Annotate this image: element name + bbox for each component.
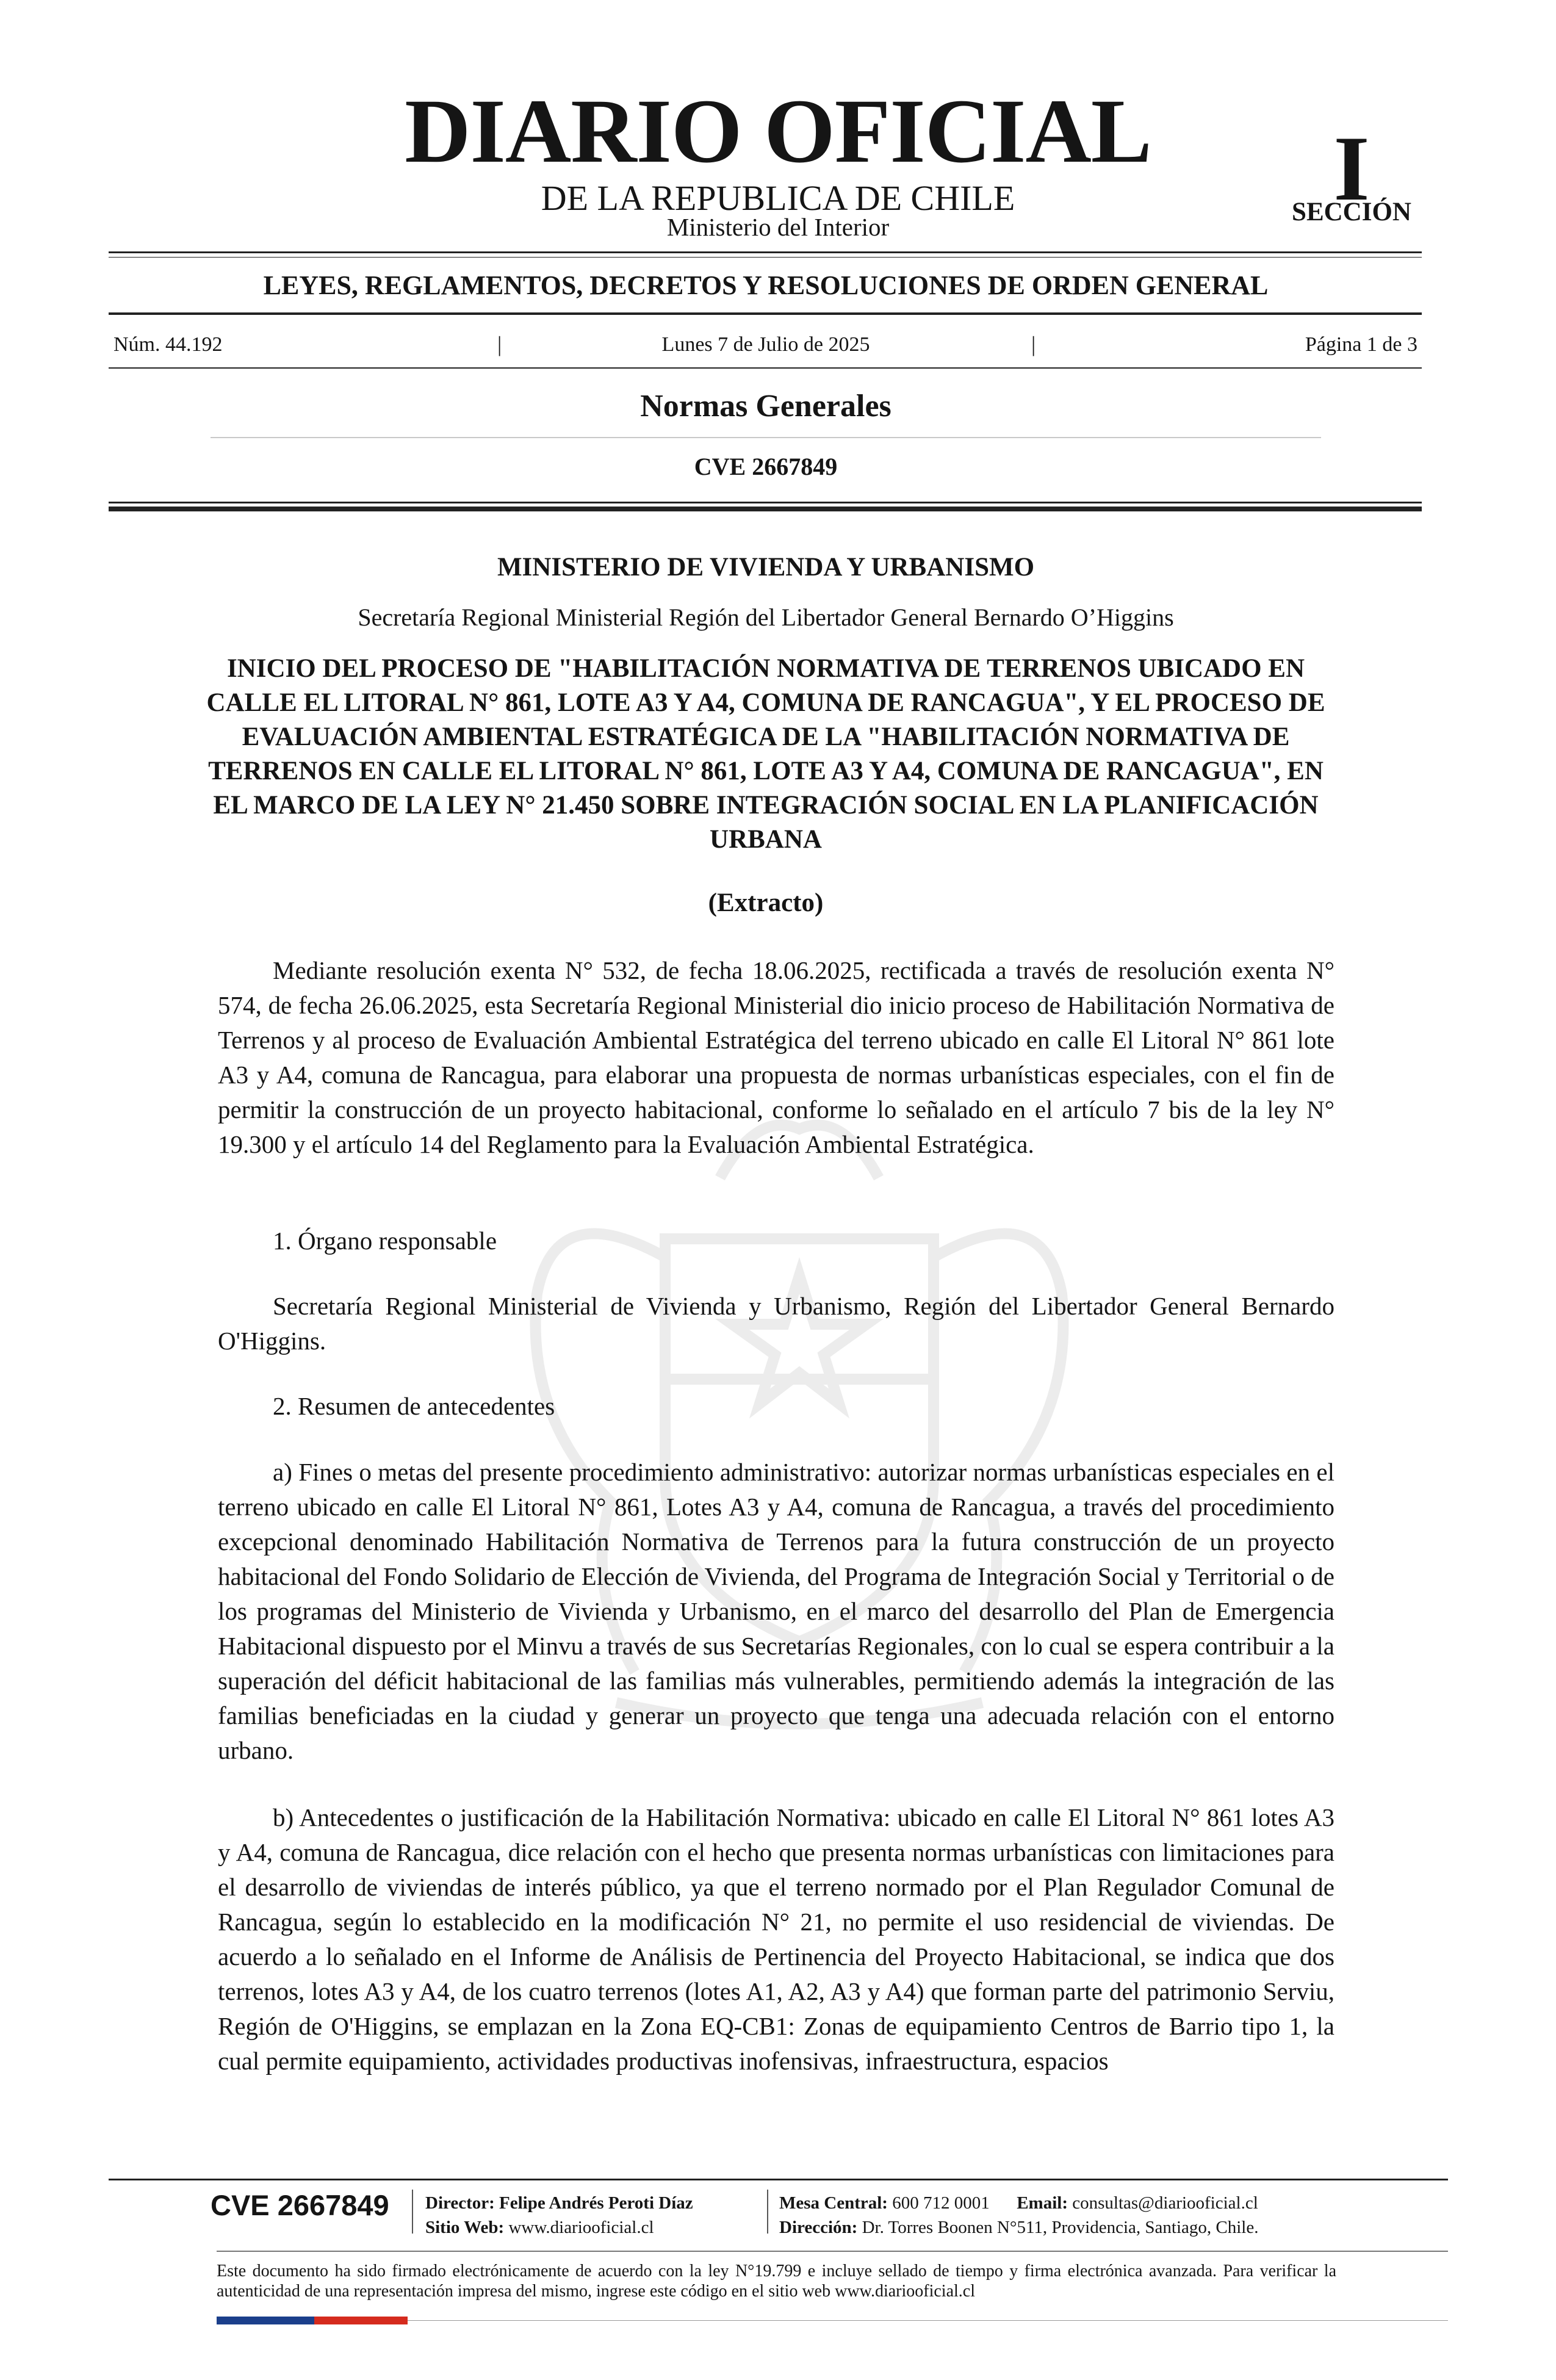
masthead-rule-top-thin [109,257,1422,258]
item2-heading: 2. Resumen de antecedentes [273,1392,555,1420]
issue-number: Núm. 44.192 [113,333,223,356]
subtitle-rule [109,312,1422,315]
website-link[interactable]: www.diariooficial.cl [508,2218,654,2237]
cve-code: CVE 2667849 [694,453,838,480]
section-subtitle: LEYES, REGLAMENTOS, DECRETOS Y RESOLUCIONES DE ORDEN GENERAL [263,270,1269,300]
footer-cve-code: CVE 2667849 [211,2189,389,2221]
phone-label: Mesa Central: [779,2193,888,2213]
director-label: Director: [425,2193,495,2213]
header-bottom-rule [109,502,1422,503]
issue-page: Página 1 de 3 [1305,333,1417,356]
ministry-name: MINISTERIO DE VIVIENDA Y URBANISMO [497,553,1035,582]
footer-phone [779,2194,1258,2212]
section-numeral: I [1333,117,1370,220]
footer-director [425,2194,693,2212]
item1-heading: 1. Órgano responsable [273,1227,497,1255]
footer-bottom-rule [408,2320,1448,2321]
footer-divider-2 [767,2190,768,2234]
address-text: Dr. Torres Boonen N°511, Providencia, Santiago, Chile. [862,2218,1259,2237]
regional-office: Secretaría Regional Ministerial Región del Libertador General Bernardo O’Higgins [358,604,1174,631]
issue-date: Lunes 7 de Julio de 2025 [661,333,870,356]
norm-category-heading: Normas Generales [640,389,891,424]
item1-text: Secretaría Regional Ministerial de Vivienda y Urbanismo, Región del Libertador General Bernardo O'Higgins. [218,1292,1334,1355]
section-label: SECCIÓN [1292,198,1411,226]
email-link[interactable]: consultas@diariooficial.cl [1072,2193,1258,2213]
issue-rule [109,367,1422,369]
director-name: Felipe Andrés Peroti Díaz [499,2193,693,2213]
address-label: Dirección: [779,2218,858,2237]
footer-note-rule [217,2251,1448,2252]
extract-label: (Extracto) [708,889,824,917]
masthead-subtitle: DE LA REPUBLICA DE CHILE [541,178,1015,218]
signature-note: Este documento ha sido firmado electrónicamente de acuerdo con la ley N°19.799 e incluye sellado de tiempo y firma electrónica avanzada. Para verificar la autenticidad de una representación impresa del mismo, ingrese este código en el sitio web www.diariooficial.cl [217,2262,1336,2301]
flag-red-stripe [314,2317,408,2324]
norm-heading-rule [211,437,1321,438]
phone-number: 600 712 0001 [892,2193,990,2213]
item2b-paragraph: b) Antecedentes o justificación de la Habilitación Normativa: ubicado en calle El Litoral N° 861 lotes A3 y A4, comuna de Rancagua, dice relación con el hecho que presenta normas urbanísticas con limitaciones para el desarrollo de viviendas de interés público, ya que el terreno normado por el Plan Regulador Comunal de Rancagua, según lo establecido en la modificación N° 21, no permite el uso residencial de viviendas. De acuerdo a lo señalado en el Informe de Análisis de Pertinencia del Proyecto Habitacional, se indica que dos terrenos, lotes A3 y A4, de los cuatro terrenos (lotes A1, A2, A3 y A4) que forman parte del patrimonio Serviu, Región de O'Higgins, se emplazan en la Zona EQ-CB1: Zonas de equipamiento Centros de Barrio tipo 1, la cual permite equipamiento, actividades productivas inofensivas, infraestructura, espacios [218,1803,1334,2075]
chile-flag-stripe-icon [217,2317,314,2324]
footer-website [425,2219,654,2237]
resolution-title: INICIO DEL PROCESO DE "HABILITACIÓN NORMATIVA DE TERRENOS UBICADO EN CALLE EL LITORAL N° 861, LOTE A3 Y A4, COMUNA DE RANCAGUA", Y EL PROCESO DE EVALUACIÓN AMBIENTAL ESTRATÉGICA DE LA "HABILITACIÓN NORMATIVA DE TERRENOS EN CALLE EL LITORAL N° 861, LOTE A3 Y A4, COMUNA DE RANCAGUA", EN EL MARCO DE LA LEY N° 21.450 SOBRE INTEGRACIÓN SOCIAL EN LA PLANIFICACIÓN URBANA [206,654,1325,854]
issue-separator-right: | [1031,332,1036,356]
website-label: Sitio Web: [425,2218,505,2237]
masthead-title: DIARIO OFICIAL [405,81,1151,182]
issue-separator-left: | [497,332,502,356]
masthead-ministry: Ministerio del Interior [666,213,890,241]
header-bottom-rule-thick [109,507,1422,511]
footer-address [779,2219,1258,2237]
intro-paragraph: Mediante resolución exenta N° 532, de fecha 18.06.2025, rectificada a través de resolución exenta N° 574, de fecha 26.06.2025, esta Secretaría Regional Ministerial dio inicio proceso de Habilitación Normativa de Terrenos y al proceso de Evaluación Ambiental Estratégica del terreno ubicado en calle El Litoral N° 861 lote A3 y A4, comuna de Rancagua, para elaborar una propuesta de normas urbanísticas especiales, con el fin de permitir la construcción de un proyecto habitacional, conforme lo señalado en el artículo 7 bis de la ley N° 19.300 y el artículo 14 del Reglamento para la Evaluación Ambiental Estratégica. [218,956,1334,1158]
masthead-rule-top [109,251,1422,253]
email-label: Email: [1017,2193,1068,2213]
footer-top-rule [109,2179,1448,2180]
footer-divider-1 [412,2190,413,2234]
item2a-paragraph: a) Fines o metas del presente procedimiento administrativo: autorizar normas urbanísticas especiales en el terreno ubicado en calle El Litoral N° 861, Lotes A3 y A4, comuna de Rancagua, a través del procedimiento excepcional denominado Habilitación Normativa de Terrenos para la futura construcción de un proyecto habitacional del Fondo Solidario de Elección de Vivienda, del Programa de Integración Social y Territorial o de los programas del Ministerio de Vivienda y Urbanismo, en el marco del desarrollo del Plan de Emergencia Habitacional dispuesto por el Minvu a través de sus Secretarías Regionales, con lo cual se espera contribuir a la superación del déficit habitacional de las familias más vulnerables, permitiendo además la integración de las familias beneficiadas en la ciudad y generar un proyecto que tenga una adecuada relación con el entorno urbano. [218,1458,1334,1764]
